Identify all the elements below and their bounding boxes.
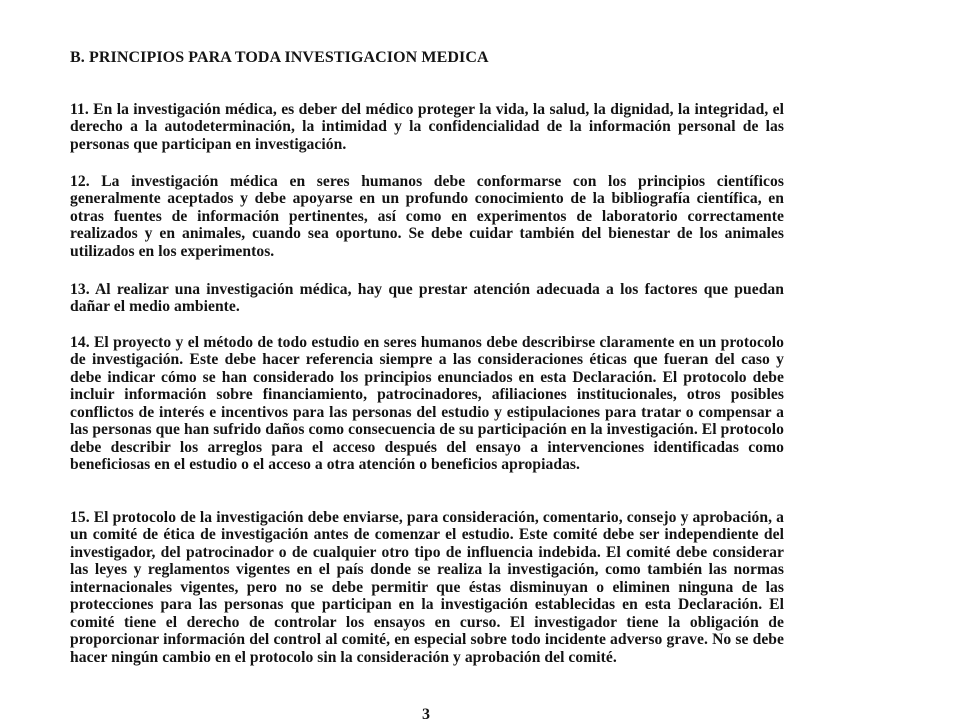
paragraph-15: 15. El protocolo de la investigación debe enviarse, para consideración, comentario, consejo y aprobación, a un comité de ética de investigación antes de comenzar el estudio. Este comité debe ser independiente del investigador, del patrocinador o de cualquier otro tipo de influencia indebida. El comité debe considerar las leyes y reglamentos vigentes en el país donde se realiza la investigación, como también las normas internacionales vigentes, pero no se debe permitir que éstas disminuyan o eliminen ninguna de las protecciones para las personas que participan en la investigación establecidas en esta Declaración. El comité tiene el derecho de controlar los ensayos en curso. El investigador tiene la obligación de proporcionar información del control al comité, en especial sobre todo incidente adverso grave. No se debe hacer ningún cambio en el protocolo sin la consideración y aprobación del comité.	[70, 508, 784, 666]
paragraph-13: 13. Al realizar una investigación médica, hay que prestar atención adecuada a los factores que puedan dañar el medio ambiente.	[70, 280, 784, 316]
paragraph-14: 14. El proyecto y el método de todo estudio en seres humanos debe describirse claramente en un protocolo de investigación. Este debe hacer referencia siempre a las consideraciones éticas que fueran del caso y debe indicar cómo se han considerado los principios enunciados en esta Declaración. El protocolo debe incluir información sobre financiamiento, patrocinadores, afiliaciones institucionales, otros posibles conflictos de interés e incentivos para las personas del estudio y estipulaciones para tratar o compensar a las personas que han sufrido daños como consecuencia de su participación en la investigación. El protocolo debe describir los arreglos para el acceso después del ensayo a intervenciones identificadas como beneficiosas en el estudio o el acceso a otra atención o beneficios apropiadas.	[70, 333, 784, 474]
paragraph-11: 11. En la investigación médica, es deber del médico proteger la vida, la salud, la dignidad, la integridad, el derecho a la autodeterminación, la intimidad y la confidencialidad de la información personal de las personas que participan en investigación.	[70, 100, 784, 153]
page-number: 3	[422, 706, 430, 720]
section-heading: B. PRINCIPIOS PARA TODA INVESTIGACION MEDICA	[70, 49, 489, 66]
paragraph-12: 12. La investigación médica en seres humanos debe conformarse con los principios científicos generalmente aceptados y debe apoyarse en un profundo conocimiento de la bibliografía científica, en otras fuentes de información pertinentes, así como en experimentos de laboratorio correctamente realizados y en animales, cuando sea oportuno. Se debe cuidar también del bienestar de los animales utilizados en los experimentos.	[70, 172, 784, 260]
